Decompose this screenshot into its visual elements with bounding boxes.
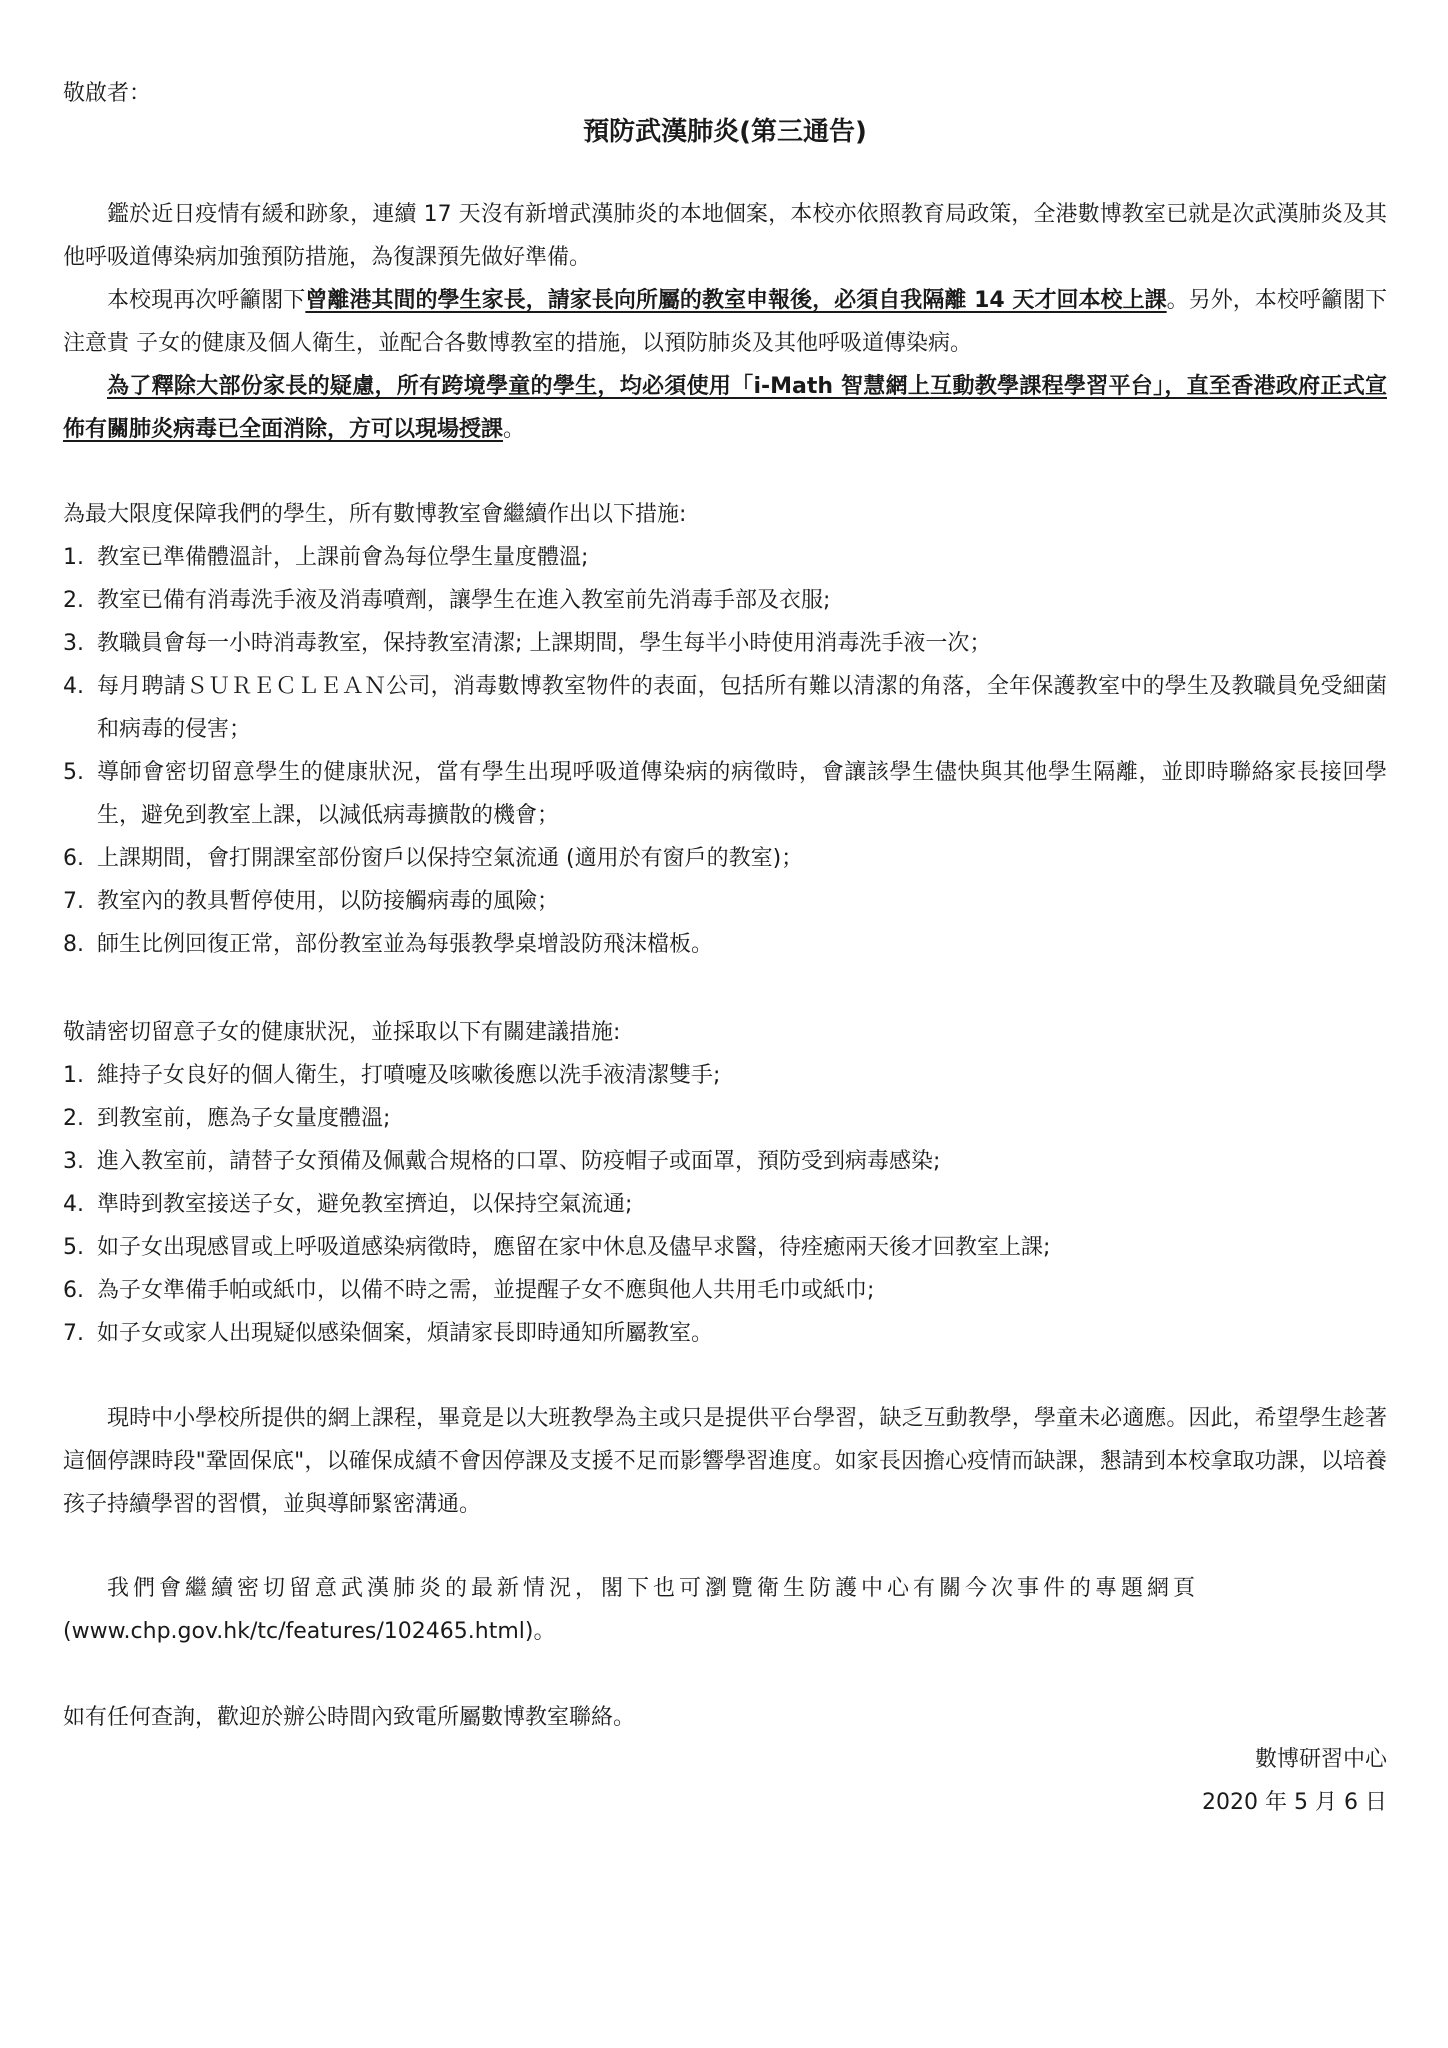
paragraph-situation: 鑑於近日疫情有緩和跡象，連續 17 天沒有新增武漢肺炎的本地個案，本校亦依照教育局政策，全港數博教室已就是次武漢肺炎及其他呼吸道傳染病加強預防措施，為復課預先做好準備。 (63, 202, 1387, 270)
paragraph-enquiry: 如有任何查詢，歡迎於辦公時間內致電所屬數博教室聯絡。 (63, 1705, 636, 1730)
measures-item-text: 教職員會每一小時消毒教室，保持教室清潔; 上課期間，學生每半小時使用消毒洗手液一次； (97, 631, 992, 656)
measures-item-text: 教室已準備體溫計，上課前會為每位學生量度體溫; (97, 545, 589, 570)
advice-item-number: 5. (63, 1235, 84, 1260)
salutation: 敬啟者： (63, 81, 152, 106)
advice-section (63, 1011, 1387, 1355)
signature-date: 2020 年 5 月 6 日 (1202, 1790, 1387, 1815)
paragraph-chp (63, 1567, 1387, 1653)
advice-item-number: 3. (63, 1149, 84, 1174)
measures-item-number: 7. (63, 889, 84, 914)
measures-item-number: 2. (63, 588, 84, 613)
measures-item-number: 6. (63, 846, 84, 871)
advice-item (63, 1140, 1387, 1183)
advice-item-number: 6. (63, 1278, 84, 1303)
advice-item-text: 進入教室前，請替子女預備及佩戴合規格的口罩、防疫帽子或面罩，預防受到病毒感染; (97, 1149, 941, 1174)
advice-item-number: 2. (63, 1106, 84, 1131)
advice-item-text: 如子女或家人出現疑似感染個案，煩請家長即時通知所屬教室。 (97, 1321, 714, 1346)
measures-item (63, 622, 1387, 665)
advice-intro: 敬請密切留意子女的健康狀況，並採取以下有關建議措施: (63, 1020, 621, 1045)
advice-item (63, 1226, 1387, 1269)
measures-item (63, 880, 1387, 923)
advice-item (63, 1054, 1387, 1097)
measures-item-number: 3. (63, 631, 84, 656)
advice-item-text: 準時到教室接送子女，避免教室擠迫，以保持空氣流通; (97, 1192, 633, 1217)
advice-item-text: 為子女準備手帕或紙巾，以備不時之需，並提醒子女不應與他人共用毛巾或紙巾; (97, 1278, 875, 1303)
advice-list (63, 1054, 1387, 1355)
measures-item (63, 665, 1387, 751)
measures-item-text: 教室已備有消毒洗手液及消毒噴劑，讓學生在進入教室前先消毒手部及衣服; (97, 588, 831, 613)
quarantine-followup-text: 。另外，本校呼籲閣下注意貴 子女的健康及個人衛生，並配合各數博教室的措施，以預防肺炎及其他呼吸道傳染病。 (63, 288, 1387, 356)
measures-item (63, 536, 1387, 579)
advice-item-number: 1. (63, 1063, 84, 1088)
measures-item (63, 923, 1387, 966)
measures-item-number: 5. (63, 760, 84, 785)
measures-item (63, 837, 1387, 880)
measures-item-text: 導師會密切留意學生的健康狀況，當有學生出現呼吸道傳染病的病徵時，會讓該學生儘快與其他學生隔離，並即時聯絡家長接回學生，避免到教室上課，以減低病毒擴散的機會； (97, 760, 1387, 828)
chp-website-link[interactable]: (www.chp.gov.hk/tc/features/102465.html)。 (63, 1619, 556, 1644)
advice-item (63, 1097, 1387, 1140)
signature-org: 數博研習中心 (1254, 1747, 1387, 1772)
measures-item-text: 上課期間，會打開課室部份窗戶以保持空氣流通 (適用於有窗戶的教室)； (97, 846, 804, 871)
measures-item (63, 751, 1387, 837)
advice-item (63, 1312, 1387, 1355)
measures-item-text: 教室內的教具暫停使用，以防接觸病毒的風險； (97, 889, 560, 914)
cross-border-requirement-text: 為了釋除大部份家長的疑慮，所有跨境學童的學生，均必須使用「i-Math 智慧網上互動教學課程學習平台」，直至香港政府正式宣佈有關肺炎病毒已全面消除，方可以現場授課 (63, 374, 1387, 442)
measures-item-number: 8. (63, 932, 84, 957)
measures-item-number: 4. (63, 674, 84, 699)
measures-section (63, 493, 1387, 966)
advice-item-text: 維持子女良好的個人衛生，打噴嚏及咳嗽後應以洗手液清潔雙手; (97, 1063, 721, 1088)
measures-intro: 為最大限度保障我們的學生，所有數博教室會繼續作出以下措施: (63, 502, 687, 527)
advice-item-number: 4. (63, 1192, 84, 1217)
measures-item (63, 579, 1387, 622)
advice-item (63, 1269, 1387, 1312)
advice-item-number: 7. (63, 1321, 84, 1346)
paragraph-online-learning: 現時中小學校所提供的網上課程，畢竟是以大班教學為主或只是提供平台學習，缺乏互動教學，學童未必適應。因此，希望學生趁著這個停課時段"鞏固保底"，以確保成績不會因停課及支援不足而影響學習進度。如家長因擔心疫情而缺課，懇請到本校拿取功課，以培養孩子持續學習的習慣，並與導師緊密溝通。 (63, 1406, 1387, 1517)
paragraph-quarantine (63, 279, 1387, 365)
advice-item-text: 到教室前，應為子女量度體溫; (97, 1106, 391, 1131)
page-title: 預防武漢肺炎(第三通告) (583, 117, 867, 147)
paragraph-cross-border (63, 365, 1387, 451)
advice-item (63, 1183, 1387, 1226)
measures-item-number: 1. (63, 545, 84, 570)
chp-text: 我們會繼續密切留意武漢肺炎的最新情況，閣下也可瀏覽衛生防護中心有關今次事件的專題網頁 (107, 1576, 1200, 1601)
quarantine-intro-text: 本校現再次呼籲閣下 (107, 288, 306, 313)
measures-item-text: 師生比例回復正常，部份教室並為每張教學桌增設防飛沫檔板。 (97, 932, 714, 957)
advice-item-text: 如子女出現感冒或上呼吸道感染病徵時，應留在家中休息及儘早求醫，待痊癒兩天後才回教室上課; (97, 1235, 1051, 1260)
cross-border-end-text: 。 (503, 417, 526, 442)
measures-list (63, 536, 1387, 966)
measures-item-text: 每月聘請ＳＵＲＥＣＬＥＡＮ公司，消毒數博教室物件的表面，包括所有難以清潔的角落，全年保護教室中的學生及教職員免受細菌和病毒的侵害； (97, 674, 1387, 742)
quarantine-requirement-text: 曾離港其間的學生家長，請家長向所屬的教室申報後，必須自我隔離 14 天才回本校上課 (305, 288, 1167, 313)
